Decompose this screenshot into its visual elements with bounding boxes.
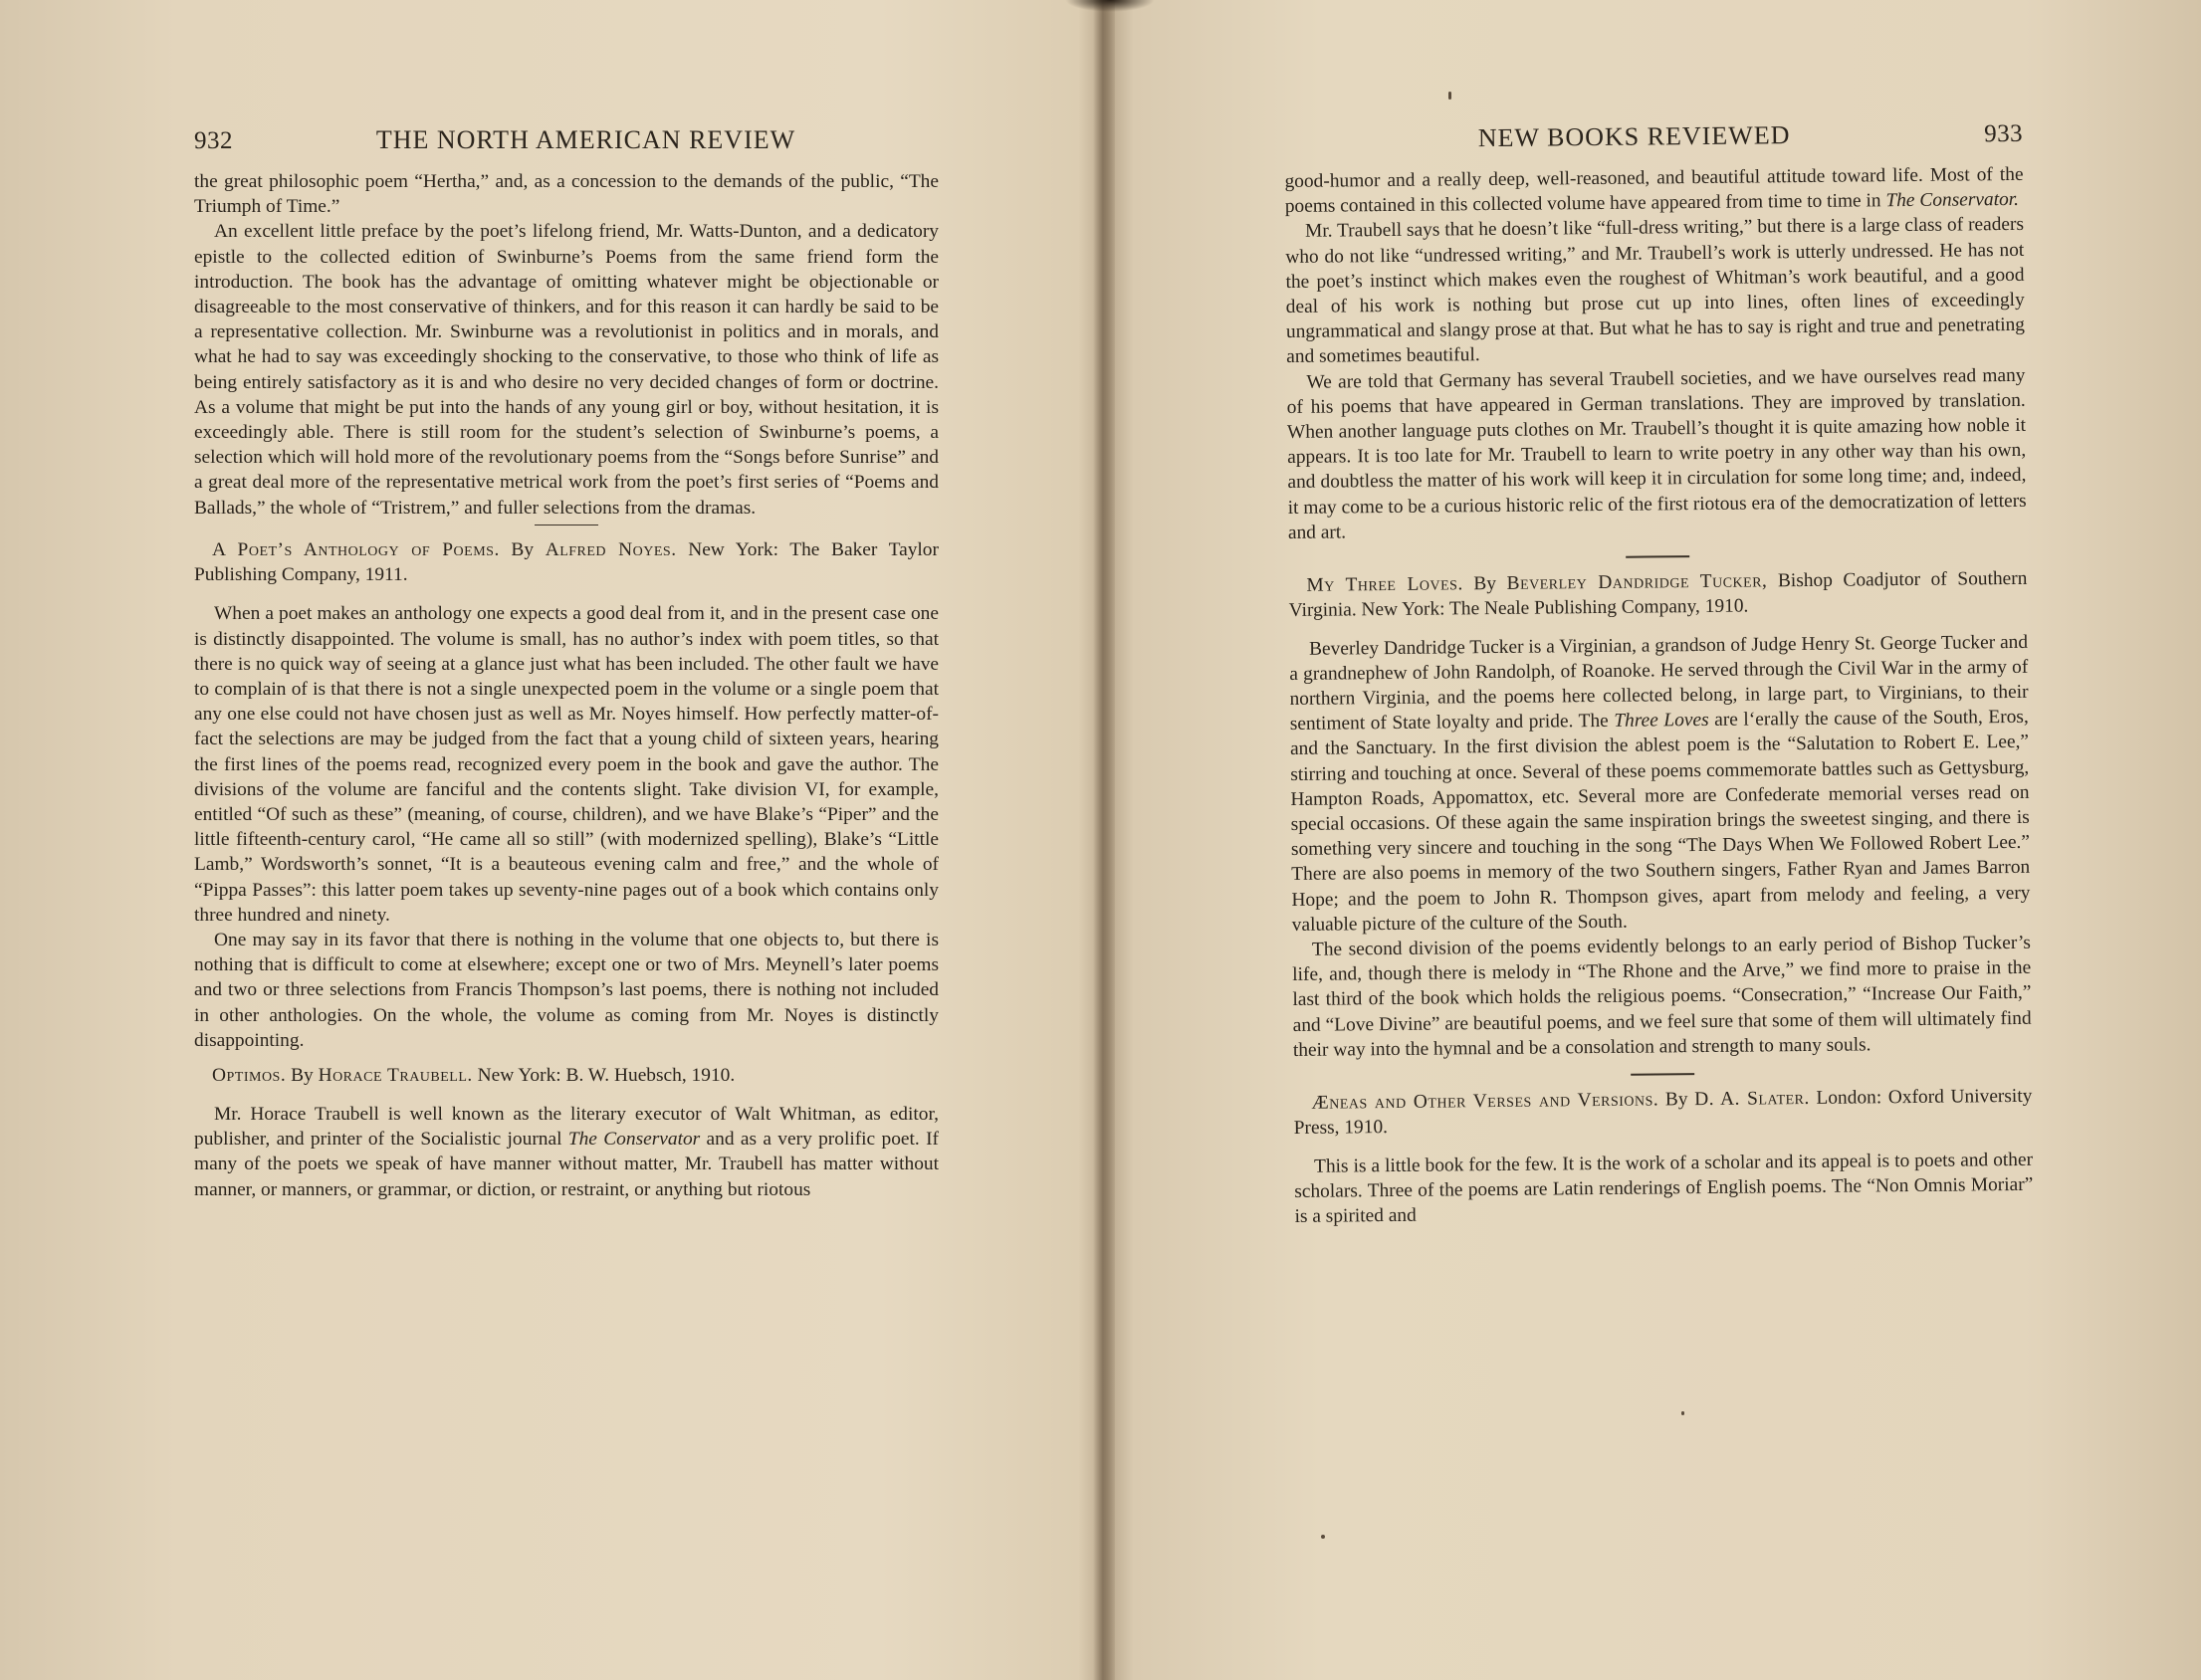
paragraph: This is a little book for the few. It is the work of a scholar and its appeal is to poets and other scholars. Three of the poems are Latin renderings of English poems. The “Non Omnis Moriar” is a spirited and <box>1294 1149 2034 1227</box>
paragraph <box>1289 629 2031 938</box>
running-title: NEW BOOKS REVIEWED <box>1477 120 1791 153</box>
paragraph-text: are l‘erally the cause of the South, Eros, and the Sanctuary. In the first division the ablest poem is the “Salutation to Robert E. Lee,” stirring and touching at once. Several of these poems commemorate battles such as Gettysburg, Hampton Roads, Appomattox, etc. Several more are Confederate memorial verses read on special occasions. Of these again the same inspiration brings the sweetest singing, and there is something very sincere and touching in the song “The Days When We Followed Robert Lee.” There are also poems in memory of the two Southern singers, Father Ryan and James Barron Hope; and the poem to John R. Thompson gives, apart from melody and feeling, a very valuable picture of the culture of the South. <box>1289 707 2031 936</box>
right-page <box>1110 0 2201 1680</box>
page-number: 933 <box>1983 119 2024 148</box>
book-publisher: New York: The Baker Taylor Publishing Company, 1911. <box>194 539 939 586</box>
review-heading <box>1293 1083 2032 1140</box>
paragraph: We are told that Germany has several Traubell societies, and we have ourselves read many of his poems that have appeared in German translations. They are improved by translation. When another language puts clothes on Mr. Traubell’s thought it is quite amazing how noble it appears. It is too late for Mr. Traubell to learn to write poetry in any other way than his own, and doubtless the matter of his work will keep it in circulation for some long time; and, indeed, it may come to be a curious historic relic of the first riotous era of the democratization of letters and art. <box>1286 364 2027 543</box>
left-page <box>0 0 1095 1680</box>
print-speck <box>1448 92 1451 100</box>
book-author: Beverley Dandridge Tucker, <box>1506 569 1768 594</box>
book-publisher: London: Oxford University Press, 1910. <box>1293 1085 2033 1139</box>
paragraph <box>1284 162 2023 220</box>
paragraph <box>194 1102 939 1202</box>
paragraph-text: Beverley Dandridge Tucker is a Virginian, a grandson of Judge Henry St. George Tucker and a grandnephew of John Randolph, of Roanoke. He served through the Civil War in the army of northern Virginia, and the poems here collected belong, in large part, to Virginians, to their sentiment of State loyalty and pride. The <box>1289 631 2029 735</box>
review-heading <box>194 537 939 587</box>
journal-title: The Conservator. <box>1885 189 2020 212</box>
paragraph: An excellent little preface by the poet’s lifelong friend, Mr. Watts-Dunton, and a dedicatory epistle to the collected edition of Swinburne’s Poems from the same friend form the introduction. The book has the advantage of omitting whatever might be objectionable or disagreeable to the most conservative of thinkers, and for this reason it can hardly be said to be a representative collection. Mr. Swinburne was a revolutionist in politics and in morals, and what he had to say was exceedingly shocking to the conservative, to those who think of life as being entirely satisfactory as it is and who desire no very decided changes of form or doctrine. As a volume that might be put into the hands of any young girl or boy, without hesitation, it is exceedingly able. There is still room for the student’s selection of Swinburne’s poems, a selection which will hold more of the revolutionary poems from the “Songs before Sunrise” and a great deal more of the representative metrical work from the poet’s first series of “Poems and Ballads,” the whole of “Tristrem,” and fuller selections from the dramas. <box>194 221 939 519</box>
paragraph: the great philosophic poem “Hertha,” and, as a concession to the demands of the public, “The Triumph of Time.” <box>194 171 939 218</box>
book-title: A Poet’s Anthology of Poems. <box>212 539 500 561</box>
book-title: Optimos. <box>212 1065 287 1086</box>
review-heading <box>1288 565 2027 622</box>
book-title: My Three Loves. <box>1306 572 1463 596</box>
right-page-content <box>1284 118 2034 1229</box>
paragraph-text: good-humor and a really deep, well-reasoned, and beautiful attitude toward life. Most of the poems contained in this collected volume have appeared from time to time in <box>1284 163 2024 218</box>
by-label: By <box>1473 572 1497 594</box>
book-title: Æneas and Other Verses and Versions. <box>1311 1088 1659 1114</box>
paragraph: Mr. Traubell says that he doesn’t like “full-dress writing,” but there is a large class of readers who do not like “undressed writing,” and Mr. Traubell’s work is utterly undressed. He has not the poet’s instinct which makes even the roughest of Whitman’s work beautiful, and a good deal of his work is nothing but prose cut up into lines, often lines of exceedingly ungrammatical and slangy prose at that. But what he has to say is right and true and penetrating and sometimes beautiful. <box>1285 214 2026 368</box>
right-running-head <box>1284 118 2023 155</box>
book-publisher: New York: B. W. Huebsch, 1910. <box>477 1065 736 1086</box>
page-number: 932 <box>194 127 233 154</box>
paragraph: When a poet makes an anthology one expects a good deal from it, and in the present case one is distinctly disappointed. The volume is small, has no author’s index with poem titles, so that there is no quick way of seeing at a glance just what has been included. The other fault we have to complain of is that there is not a single unexpected poem in the volume or a single poem that any one else could not have chosen just as well as Mr. Noyes himself. How perfectly matter-of-fact the selections are may be judged from the fact that a young child of sixteen years, hearing the first lines of the poems read, recognized every poem in the book and gave the author. The divisions of the volume are fanciful and the contents slight. Take division VI, for example, entitled “Of such as these” (meaning, of course, children), and we have Blake’s “Piper” and the little fifteenth-century carol, “He came all so still” (with modernized spelling), Blake’s “Little Lamb,” Wordsworth’s sonnet, “It is a beauteous evening calm and free,” and the whole of “Pippa Passes”: this latter poem takes up seventy-nine pages out of a book which contains only three hundred and ninety. <box>194 603 939 926</box>
left-page-content <box>194 125 939 1202</box>
section-rule <box>535 525 598 526</box>
paragraph: The second division of the poems evidently belongs to an early period of Bishop Tucker’s life, and, though there is melody in “The Rhone and the Arve,” we find more to praise in the last third of the book which holds the religious poems. “Consecration,” “Increase Our Faith,” and “Love Divine” are beautiful poems, and we feel sure that some of them will ultimately find their way into the hymnal and be a consolation and strength to many souls. <box>1292 932 2032 1061</box>
book-author: Alfred Noyes. <box>545 539 677 561</box>
section-rule <box>1631 1073 1694 1075</box>
paragraph-text: and as a very prolific poet. If many of the poets we speak of have manner without matter, Mr. Traubell has matter without manner, or manners, or grammar, or diction, or restraint, or anything but riotous <box>194 1129 939 1200</box>
section-rule <box>1626 555 1689 557</box>
review-heading <box>194 1063 939 1088</box>
book-publisher: Bishop Coadjutor of Southern Virginia. New York: The Neale Publishing Company, 1910. <box>1288 567 2028 621</box>
book-author: Horace Traubell. <box>318 1065 473 1086</box>
journal-title: The Conservator <box>567 1129 701 1151</box>
paragraph-text: Mr. Horace Traubell is well known as the literary executor of Walt Whitman, as editor, publisher, and printer of the Socialistic journal <box>194 1104 939 1151</box>
paragraph: One may say in its favor that there is nothing in the volume that one objects to, but there is nothing that is difficult to come at elsewhere; except one or two of Mrs. Meynell’s later poems and two or three selections from Francis Thompson’s last poems, there is nothing not included in other anthologies. On the whole, the volume as coming from Mr. Noyes is distinctly disappointing. <box>194 929 939 1051</box>
by-label: By <box>511 539 535 561</box>
by-label: By <box>1664 1088 1688 1110</box>
running-title: THE NORTH AMERICAN REVIEW <box>375 125 796 154</box>
by-label: By <box>291 1065 314 1086</box>
book-title-italic: Three Loves <box>1614 710 1709 733</box>
left-running-head <box>194 125 939 155</box>
print-speck <box>1681 1411 1684 1415</box>
book-author: D. A. Slater. <box>1694 1087 1810 1110</box>
print-speck <box>1321 1535 1325 1539</box>
